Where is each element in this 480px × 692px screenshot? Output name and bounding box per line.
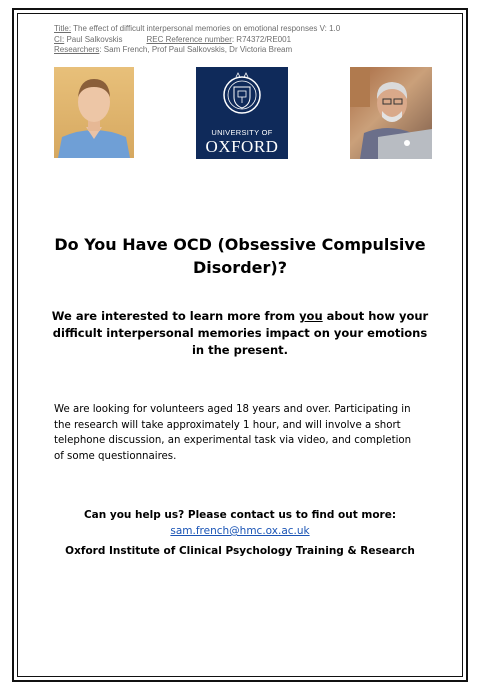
logo-university-of: UNIVERSITY OF <box>211 128 273 137</box>
header-researchers-line: Researchers: Sam French, Prof Paul Salkovskis, Dr Victoria Bream <box>54 45 293 54</box>
page-title: Do You Have OCD (Obsessive Compulsive Disorder)? <box>54 235 426 277</box>
oxford-crest-icon <box>196 67 288 127</box>
researcher-with-laptop-icon <box>350 67 432 159</box>
researcher-photo-left <box>54 67 134 158</box>
researcher-portrait-icon <box>54 67 134 158</box>
university-logo <box>196 67 288 159</box>
study-header <box>54 24 340 56</box>
institute-name: Oxford Institute of Clinical Psychology Training & Research <box>65 545 415 557</box>
description-paragraph: We are looking for volunteers aged 18 years and over. Participating in the research will take approximately 1 hour, and will involve a short telephone discussion, an experimental task via video, and completion of some questionnaires. <box>54 404 412 462</box>
header-ci-line: CI: Paul Salkovskis REC Reference number: R74372/RE001 <box>54 34 292 44</box>
logo-oxford: OXFORD <box>205 137 279 156</box>
header-title-line: Title: The effect of difficult interpersonal memories on emotional responses V: 1.0 <box>54 24 341 33</box>
contact-prompt: Can you help us? Please contact us to find out more: <box>83 509 397 521</box>
intro-paragraph: We are interested to learn more from you about how your difficult interpersonal memories impact on your emotions in the present. <box>51 309 429 357</box>
researcher-photo-right <box>350 67 432 159</box>
contact-email-link[interactable]: sam.french@hmc.ox.ac.uk <box>170 525 310 537</box>
